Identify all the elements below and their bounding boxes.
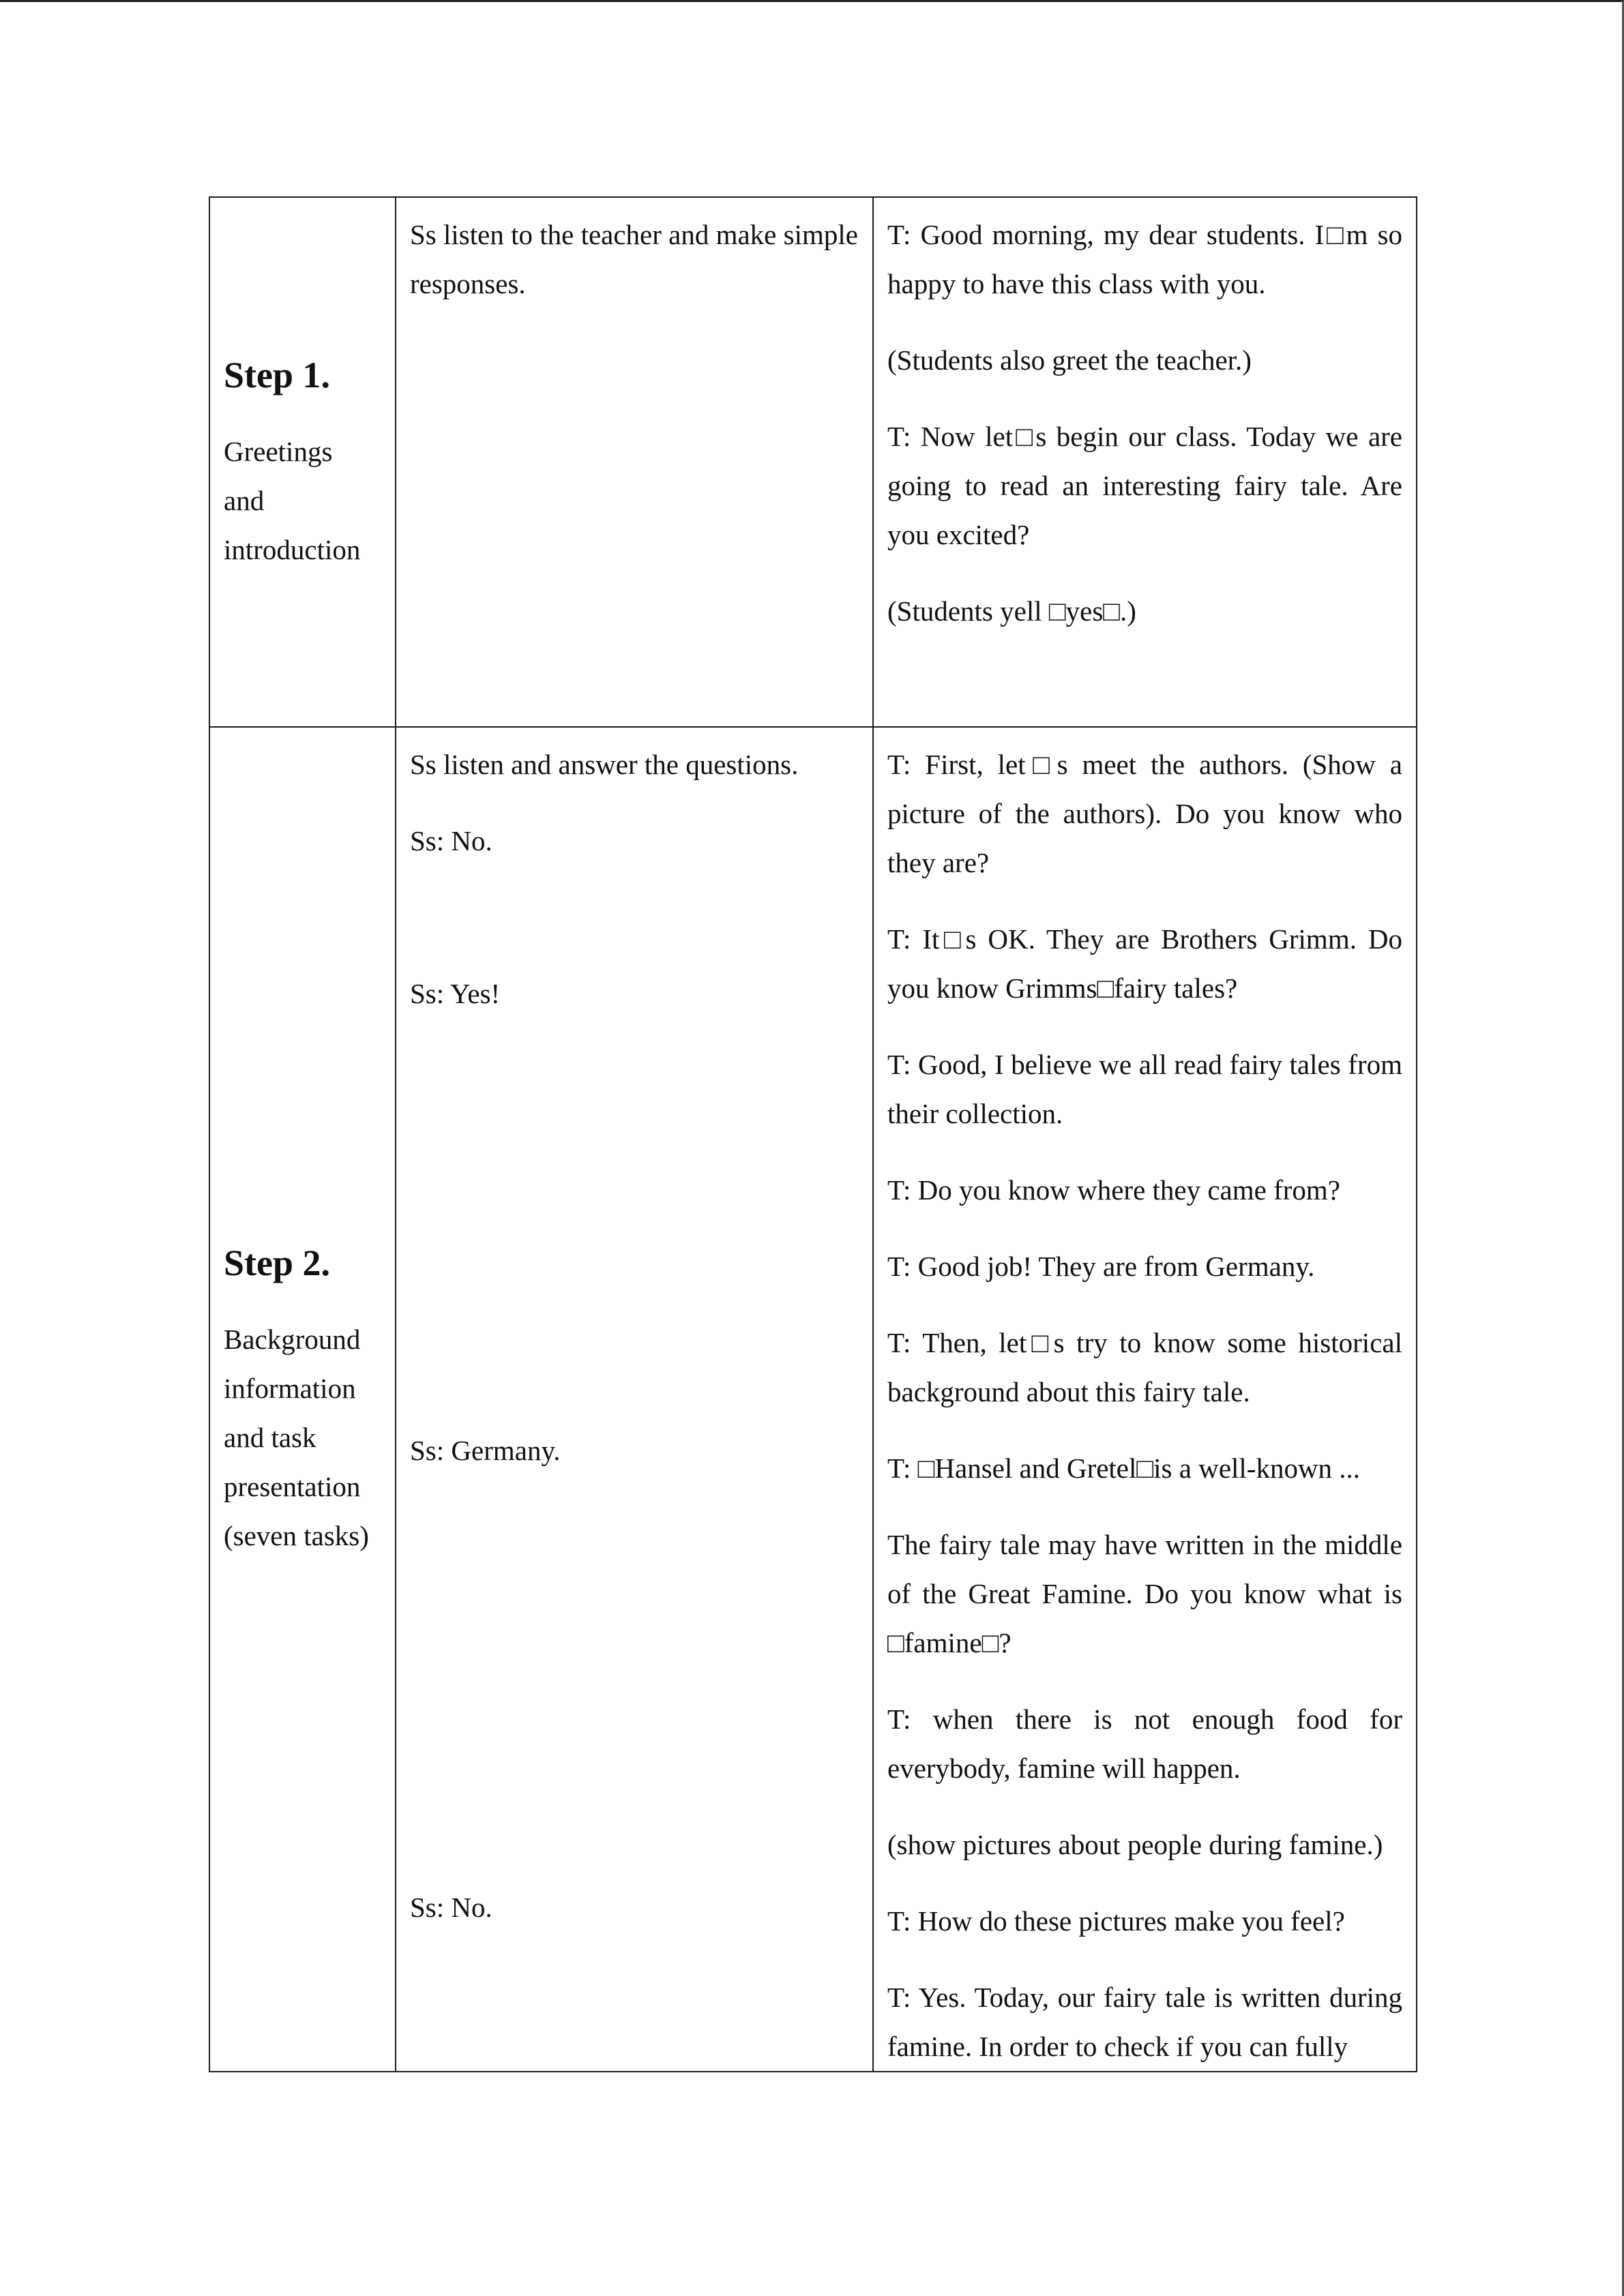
teacher-activity-cell [873, 727, 1417, 2072]
teacher-paragraph: T: Yes. Today, our fairy tale is written during famine. In order to check if you can fully [887, 1982, 1402, 2062]
student-response: Ss: No. [410, 825, 492, 856]
student-activity-cell [396, 727, 873, 2072]
lesson-plan-table [209, 196, 1417, 2072]
teacher-paragraph: T: when there is not enough food for everybody, famine will happen. [887, 1703, 1402, 1784]
step-description: Background information and task presentation (seven tasks) [224, 1324, 369, 1551]
teacher-paragraph: T: Good job! They are from Germany. [887, 1251, 1315, 1282]
step-cell [209, 727, 396, 2072]
student-response: Ss listen and answer the questions. [410, 749, 799, 780]
step-cell [209, 197, 396, 727]
student-activity-cell [396, 197, 873, 727]
teacher-paragraph: T: How do these pictures make you feel? [887, 1905, 1345, 1937]
teacher-paragraph: T: Now let□s begin our class. Today we are going to read an interesting fairy tale. Are you excited? [887, 421, 1402, 550]
teacher-paragraph: T: □Hansel and Gretel□is a well-known ... [887, 1452, 1361, 1484]
teacher-paragraph: The fairy tale may have written in the middle of the Great Famine. Do you know what is □famine□? [887, 1529, 1402, 1658]
table-row [209, 197, 1417, 727]
teacher-paragraph: T: Then, let□s try to know some historical background about this fairy tale. [887, 1327, 1402, 1407]
teacher-paragraph: (Students also greet the teacher.) [887, 344, 1252, 376]
teacher-activity-cell [873, 197, 1417, 727]
table-row [209, 727, 1417, 2072]
student-response: Ss: Germany. [410, 1435, 561, 1466]
student-response: Ss: Yes! [410, 978, 501, 1009]
teacher-paragraph: (show pictures about people during famine.) [887, 1829, 1383, 1860]
student-response: Ss listen to the teacher and make simple responses. [410, 219, 858, 299]
step-title: Step 2. [224, 1242, 331, 1283]
teacher-paragraph: (Students yell □yes□.) [887, 595, 1136, 627]
teacher-paragraph: T: Good, I believe we all read fairy tales from their collection. [887, 1049, 1402, 1129]
teacher-paragraph: T: First, let□s meet the authors. (Show a picture of the authors). Do you know who they are? [887, 749, 1402, 878]
step-title: Step 1. [224, 354, 331, 396]
teacher-paragraph: T: Good morning, my dear students. I□m so happy to have this class with you. [887, 219, 1402, 299]
teacher-paragraph: T: Do you know where they came from? [887, 1174, 1340, 1206]
student-response: Ss: No. [410, 1892, 492, 1923]
teacher-paragraph: T: It□s OK. They are Brothers Grimm. Do you know Grimms□fairy tales? [887, 923, 1402, 1004]
step-description: Greetings and introduction [224, 435, 361, 565]
